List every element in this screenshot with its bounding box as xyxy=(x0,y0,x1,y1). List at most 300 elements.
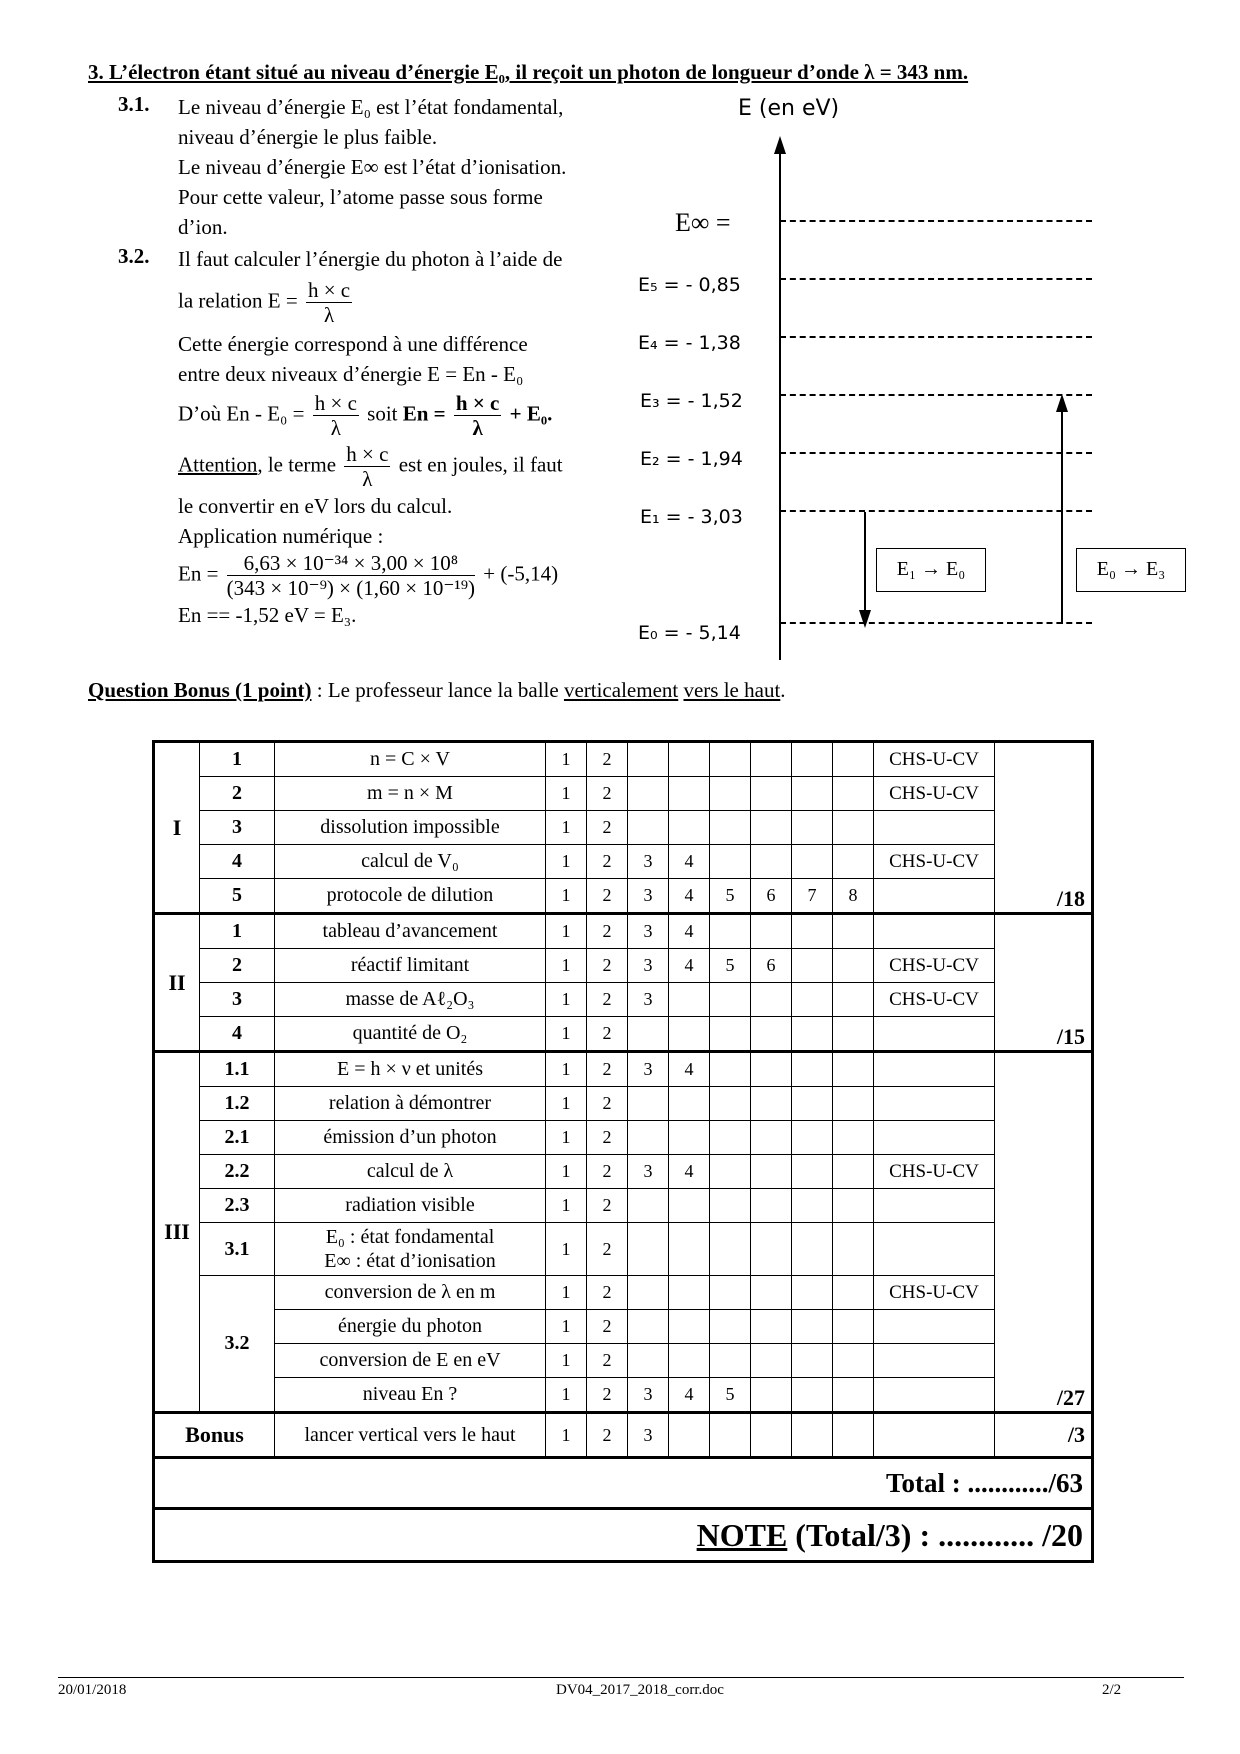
score-cell xyxy=(792,811,833,845)
score-cell: 3 xyxy=(628,1052,669,1087)
score-cell: 4 xyxy=(669,879,710,914)
score-cell xyxy=(833,1017,874,1052)
an-tail: + (-5,14) xyxy=(483,561,559,586)
criterion-text: émission d’un photon xyxy=(323,1126,497,1148)
score-cell: 2 xyxy=(587,983,628,1017)
fraction-hc-lambda xyxy=(344,442,390,491)
criterion-text: calcul de V₀ xyxy=(361,850,459,872)
criterion-cell xyxy=(275,1223,546,1276)
score-cell: 4 xyxy=(669,949,710,983)
derivation-bold-lhs: En = xyxy=(402,401,446,426)
subquestion-cell: 3 xyxy=(200,983,275,1017)
derivation-line xyxy=(178,391,618,440)
score-cell xyxy=(833,1223,874,1276)
chs-cell xyxy=(874,1344,995,1378)
score-cell xyxy=(792,1052,833,1087)
score-cell xyxy=(792,1310,833,1344)
score-cell xyxy=(792,1189,833,1223)
score-cell: 1 xyxy=(546,949,587,983)
score-cell xyxy=(833,1121,874,1155)
score-cell xyxy=(628,1087,669,1121)
score-cell: 2 xyxy=(587,1121,628,1155)
score-cell xyxy=(669,742,710,777)
score-cell xyxy=(792,949,833,983)
score-cell xyxy=(751,1052,792,1087)
score-cell xyxy=(833,1155,874,1189)
score-cell xyxy=(751,1121,792,1155)
score-cell xyxy=(710,983,751,1017)
chs-cell: CHS-U-CV xyxy=(874,742,995,777)
criterion-text: quantité de O₂ xyxy=(352,1022,468,1044)
section-total-cell: /18 xyxy=(995,742,1093,914)
score-cell: 1 xyxy=(546,845,587,879)
score-cell xyxy=(628,1310,669,1344)
note-word: NOTE xyxy=(696,1516,788,1553)
criterion-cell xyxy=(275,914,546,949)
score-cell xyxy=(833,777,874,811)
fraction-denominator: (343 × 10⁻⁹) × (1,60 × 10⁻¹⁹) xyxy=(226,576,476,600)
table-row xyxy=(154,1378,1093,1413)
criterion-text: relation à démontrer xyxy=(328,1092,492,1114)
score-cell xyxy=(751,1189,792,1223)
criterion-text: masse de Aℓ₂O₃ xyxy=(345,988,475,1010)
score-cell xyxy=(710,1223,751,1276)
score-cell xyxy=(833,1413,874,1458)
section-3-1-number: 3.1. xyxy=(118,92,150,116)
subquestion-cell: 1.1 xyxy=(200,1052,275,1087)
chs-cell: CHS-U-CV xyxy=(874,1155,995,1189)
score-cell: 2 xyxy=(587,1189,628,1223)
criterion-cell xyxy=(275,742,546,777)
section-total-cell: /27 xyxy=(995,1052,1093,1413)
bonus-text-e: . xyxy=(780,678,786,702)
chs-cell: CHS-U-CV xyxy=(874,777,995,811)
criterion-text: E∞ : état d’ionisation xyxy=(324,1250,496,1272)
score-cell: 1 xyxy=(546,1189,587,1223)
criterion-cell xyxy=(275,1121,546,1155)
criterion-cell xyxy=(275,1189,546,1223)
level-label-e3: E₃ = - 1,52 xyxy=(640,390,743,412)
level-line-e4 xyxy=(780,336,1092,338)
subquestion-cell: 2.1 xyxy=(200,1121,275,1155)
table-row xyxy=(154,1017,1093,1052)
score-cell: 2 xyxy=(587,777,628,811)
subquestion-cell: 3.1 xyxy=(200,1223,275,1276)
attention-text-b: est en joules, il faut xyxy=(398,452,563,477)
fraction-hc-lambda xyxy=(306,278,352,327)
score-cell xyxy=(669,1189,710,1223)
score-cell xyxy=(669,1121,710,1155)
score-cell xyxy=(710,1344,751,1378)
score-cell: 2 xyxy=(587,1223,628,1276)
score-cell: 1 xyxy=(546,1276,587,1310)
attention-text-a: , le terme xyxy=(257,452,337,477)
axis-label: E (en eV) xyxy=(738,96,840,121)
score-cell: 1 xyxy=(546,1087,587,1121)
score-cell: 2 xyxy=(587,914,628,949)
score-cell: 4 xyxy=(669,914,710,949)
score-cell: 1 xyxy=(546,742,587,777)
score-cell: 2 xyxy=(587,1413,628,1458)
score-cell: 8 xyxy=(833,879,874,914)
score-cell xyxy=(669,1344,710,1378)
level-label-e5: E₅ = - 0,85 xyxy=(638,274,741,296)
score-cell xyxy=(628,1121,669,1155)
criterion-cell xyxy=(275,1276,546,1310)
score-cell xyxy=(833,1087,874,1121)
score-cell xyxy=(792,1087,833,1121)
chs-cell: CHS-U-CV xyxy=(874,949,995,983)
footer-filename: DV04_2017_2018_corr.doc xyxy=(556,1682,724,1698)
level-line-e5 xyxy=(780,278,1092,280)
chs-cell xyxy=(874,914,995,949)
table-row xyxy=(154,845,1093,879)
criterion-cell xyxy=(275,1052,546,1087)
table-row xyxy=(154,949,1093,983)
score-cell xyxy=(669,1413,710,1458)
score-cell xyxy=(628,1344,669,1378)
score-cell: 2 xyxy=(587,1344,628,1378)
score-cell xyxy=(628,811,669,845)
score-cell xyxy=(833,845,874,879)
criterion-cell xyxy=(275,1310,546,1344)
subquestion-cell: 2 xyxy=(200,777,275,811)
score-cell xyxy=(833,1378,874,1413)
table-row xyxy=(154,1121,1093,1155)
subquestion-cell: 2.2 xyxy=(200,1155,275,1189)
score-cell xyxy=(751,742,792,777)
score-cell xyxy=(833,1310,874,1344)
score-cell xyxy=(710,742,751,777)
subquestion-cell: 3.2 xyxy=(200,1276,275,1413)
score-cell: 2 xyxy=(587,879,628,914)
score-cell xyxy=(710,1017,751,1052)
bonus-total-cell: /3 xyxy=(995,1413,1093,1458)
score-cell xyxy=(751,777,792,811)
score-cell xyxy=(833,742,874,777)
criterion-text: niveau En ? xyxy=(362,1383,458,1405)
table-row xyxy=(154,1223,1093,1276)
note-rest: (Total/3) : ............ /20 xyxy=(787,1516,1083,1553)
table-row xyxy=(154,811,1093,845)
score-cell: 1 xyxy=(546,1413,587,1458)
chs-cell xyxy=(874,1087,995,1121)
chs-cell: CHS-U-CV xyxy=(874,1276,995,1310)
note-cell xyxy=(154,1509,1093,1562)
section-cell: III xyxy=(154,1052,200,1413)
chs-cell: CHS-U-CV xyxy=(874,983,995,1017)
score-cell xyxy=(710,811,751,845)
score-cell: 4 xyxy=(669,845,710,879)
score-cell: 3 xyxy=(628,845,669,879)
level-line-e3 xyxy=(780,394,1092,396)
subquestion-cell: 1 xyxy=(200,742,275,777)
table-row xyxy=(154,914,1093,949)
text-line: d’ion. xyxy=(178,215,228,239)
bonus-text-a: : Le professeur lance la balle xyxy=(311,678,564,702)
chs-cell xyxy=(874,1121,995,1155)
criterion-cell xyxy=(275,983,546,1017)
score-cell: 2 xyxy=(587,1017,628,1052)
table-row xyxy=(154,1052,1093,1087)
score-cell: 3 xyxy=(628,1378,669,1413)
fraction-numerator: h × c xyxy=(455,391,500,415)
chs-cell xyxy=(874,811,995,845)
section-3-2-text xyxy=(178,244,618,630)
numeric-application xyxy=(178,551,618,600)
note-row xyxy=(154,1509,1093,1562)
score-cell xyxy=(833,983,874,1017)
score-cell xyxy=(710,1121,751,1155)
level-label-e4: E₄ = - 1,38 xyxy=(638,332,741,354)
table-row xyxy=(154,1155,1093,1189)
arrow-head-down xyxy=(859,610,871,628)
score-cell xyxy=(792,1121,833,1155)
criterion-text: conversion de E en eV xyxy=(319,1349,501,1371)
subquestion-cell: 4 xyxy=(200,845,275,879)
section-total-cell: /15 xyxy=(995,914,1093,1052)
score-cell xyxy=(669,1017,710,1052)
score-cell xyxy=(628,1017,669,1052)
subquestion-cell: 1.2 xyxy=(200,1087,275,1121)
level-line-e0 xyxy=(780,622,1092,624)
chs-cell xyxy=(874,1413,995,1458)
criterion-text: E = h × ν et unités xyxy=(336,1058,484,1080)
text-line: Le niveau d’énergie E₀ est l’état fondamental, xyxy=(178,95,564,119)
fraction-numerator: h × c xyxy=(314,391,357,415)
table-row xyxy=(154,1087,1093,1121)
table-row xyxy=(154,1344,1093,1378)
score-cell xyxy=(669,1223,710,1276)
text-line: Cette énergie correspond à une différence xyxy=(178,332,528,356)
level-label-inf: E∞ = xyxy=(675,208,731,237)
score-cell xyxy=(792,1017,833,1052)
score-cell: 1 xyxy=(546,1155,587,1189)
score-cell xyxy=(833,1344,874,1378)
score-cell xyxy=(710,1276,751,1310)
criterion-text: énergie du photon xyxy=(337,1315,483,1337)
criterion-text: radiation visible xyxy=(345,1194,475,1216)
score-cell xyxy=(751,1378,792,1413)
criterion-text: calcul de λ xyxy=(366,1160,454,1182)
criterion-cell xyxy=(275,949,546,983)
text-line: niveau d’énergie le plus faible. xyxy=(178,125,438,149)
text-line: Pour cette valeur, l’atome passe sous forme xyxy=(178,185,543,209)
text-line: le convertir en eV lors du calcul. xyxy=(178,494,453,518)
criterion-cell xyxy=(275,1344,546,1378)
score-cell xyxy=(710,1310,751,1344)
level-line-e2 xyxy=(780,452,1092,454)
transition-box-e0-e3: E₀ → E₃ xyxy=(1076,548,1186,592)
score-cell xyxy=(751,1413,792,1458)
bonus-text-b: verticalement xyxy=(563,678,679,702)
criterion-text: protocole de dilution xyxy=(326,884,494,906)
footer-date: 20/01/2018 xyxy=(58,1682,127,1698)
score-cell xyxy=(751,1017,792,1052)
criterion-text: E₀ : état fondamental xyxy=(325,1226,495,1248)
score-cell: 7 xyxy=(792,879,833,914)
text-line: Application numérique : xyxy=(178,524,384,548)
score-cell: 2 xyxy=(587,949,628,983)
score-cell: 3 xyxy=(628,879,669,914)
fraction-hc-lambda xyxy=(313,391,359,440)
bonus-question xyxy=(88,678,786,703)
chs-cell xyxy=(874,1017,995,1052)
table-row xyxy=(154,777,1093,811)
score-cell xyxy=(751,1344,792,1378)
subquestion-cell: 3 xyxy=(200,811,275,845)
score-cell: 2 xyxy=(587,1276,628,1310)
score-cell xyxy=(628,1276,669,1310)
score-cell xyxy=(710,914,751,949)
score-cell: 1 xyxy=(546,914,587,949)
energy-diagram xyxy=(620,88,1166,668)
score-cell xyxy=(751,1223,792,1276)
subquestion-cell: 4 xyxy=(200,1017,275,1052)
attention-word: Attention xyxy=(178,452,258,477)
criterion-cell xyxy=(275,845,546,879)
level-line-e1 xyxy=(780,510,1092,512)
an-lhs: En = xyxy=(178,561,219,586)
score-cell xyxy=(792,1413,833,1458)
relation-text: la relation E = xyxy=(178,288,298,313)
score-cell xyxy=(710,845,751,879)
criterion-cell xyxy=(275,1017,546,1052)
score-cell xyxy=(751,811,792,845)
score-cell: 2 xyxy=(587,811,628,845)
score-cell xyxy=(792,914,833,949)
subquestion-cell: 2 xyxy=(200,949,275,983)
score-cell xyxy=(710,1052,751,1087)
score-cell xyxy=(628,1189,669,1223)
score-cell xyxy=(751,1276,792,1310)
level-label-e2: E₂ = - 1,94 xyxy=(640,448,743,470)
section-3-2-number: 3.2. xyxy=(118,244,150,268)
footer-rule xyxy=(58,1677,1184,1678)
table-row xyxy=(154,879,1093,914)
result-line: En == -1,52 eV = E₃. xyxy=(178,603,357,627)
score-cell xyxy=(710,777,751,811)
score-cell xyxy=(710,1155,751,1189)
score-cell: 5 xyxy=(710,879,751,914)
criterion-text: m = n × M xyxy=(367,782,453,804)
bonus-label: Question Bonus (1 point) xyxy=(88,678,312,702)
table-row xyxy=(154,1189,1093,1223)
criterion-text: réactif limitant xyxy=(350,954,470,976)
score-cell xyxy=(710,1087,751,1121)
level-label-e1: E₁ = - 3,03 xyxy=(640,506,743,528)
table-row xyxy=(154,983,1093,1017)
fraction-numerator: 6,63 × 10⁻³⁴ × 3,00 × 10⁸ xyxy=(227,551,475,576)
criterion-cell xyxy=(275,811,546,845)
score-cell xyxy=(669,1276,710,1310)
score-cell: 4 xyxy=(669,1378,710,1413)
table-row xyxy=(154,1276,1093,1310)
chs-cell xyxy=(874,1052,995,1087)
table-row xyxy=(154,1310,1093,1344)
fraction-denominator: λ xyxy=(472,416,483,440)
score-cell xyxy=(751,914,792,949)
score-cell xyxy=(710,1189,751,1223)
criterion-cell xyxy=(275,777,546,811)
score-cell xyxy=(669,1310,710,1344)
subquestion-cell: 1 xyxy=(200,914,275,949)
score-cell: 2 xyxy=(587,1052,628,1087)
score-cell: 4 xyxy=(669,1052,710,1087)
score-cell xyxy=(751,1087,792,1121)
score-cell xyxy=(792,1344,833,1378)
arrow-head-up xyxy=(1056,394,1068,412)
criterion-text: tableau d’avancement xyxy=(322,920,498,942)
score-cell xyxy=(792,845,833,879)
total-cell: Total : ............/63 xyxy=(154,1458,1093,1509)
score-cell: 5 xyxy=(710,1378,751,1413)
score-cell: 2 xyxy=(587,1087,628,1121)
score-cell: 2 xyxy=(587,742,628,777)
derivation-bold-tail: + E₀. xyxy=(509,401,553,426)
score-cell xyxy=(669,983,710,1017)
score-cell: 1 xyxy=(546,1344,587,1378)
score-cell: 1 xyxy=(546,983,587,1017)
level-label-e0: E₀ = - 5,14 xyxy=(638,622,741,644)
total-row xyxy=(154,1458,1093,1509)
score-cell: 4 xyxy=(669,1155,710,1189)
score-cell xyxy=(792,1155,833,1189)
fraction-hc-lambda-bold xyxy=(454,391,501,440)
score-cell xyxy=(751,1155,792,1189)
score-cell xyxy=(833,1276,874,1310)
score-cell xyxy=(833,1189,874,1223)
score-cell: 1 xyxy=(546,1052,587,1087)
score-cell: 6 xyxy=(751,879,792,914)
score-cell xyxy=(710,1413,751,1458)
score-cell xyxy=(628,777,669,811)
fraction-denominator: λ xyxy=(330,416,341,440)
criterion-cell xyxy=(275,1378,546,1413)
score-cell xyxy=(669,777,710,811)
bonus-label-cell: Bonus xyxy=(154,1413,275,1458)
text-line: Le niveau d’énergie E∞ est l’état d’ionisation. xyxy=(178,155,567,179)
score-cell xyxy=(792,1276,833,1310)
criterion-cell xyxy=(275,1087,546,1121)
score-cell xyxy=(792,1223,833,1276)
score-cell: 1 xyxy=(546,1121,587,1155)
score-cell xyxy=(833,914,874,949)
chs-cell: CHS-U-CV xyxy=(874,845,995,879)
score-cell: 2 xyxy=(587,1155,628,1189)
score-cell xyxy=(792,777,833,811)
score-cell xyxy=(833,811,874,845)
fraction-numerator: h × c xyxy=(307,278,351,302)
derivation-soit: soit xyxy=(367,401,398,426)
chs-cell xyxy=(874,1310,995,1344)
axis-arrow-head xyxy=(774,136,786,154)
bonus-text-d: vers le haut xyxy=(683,678,781,702)
subquestion-cell: 5 xyxy=(200,879,275,914)
grading-table xyxy=(152,740,1094,1563)
criterion-cell: lancer vertical vers le haut xyxy=(275,1413,546,1458)
score-cell xyxy=(792,983,833,1017)
transition-box-e1-e0: E₁ → E₀ xyxy=(876,548,986,592)
bonus-row xyxy=(154,1413,1093,1458)
section-3-1-text xyxy=(178,92,566,242)
score-cell: 2 xyxy=(587,1378,628,1413)
score-cell xyxy=(669,811,710,845)
question-3-title: 3. L’électron étant situé au niveau d’énergie E₀, il reçoit un photon de longueur d’onde λ = 343 nm. xyxy=(88,60,969,84)
score-cell xyxy=(751,845,792,879)
score-cell: 5 xyxy=(710,949,751,983)
relation-line xyxy=(178,278,618,327)
